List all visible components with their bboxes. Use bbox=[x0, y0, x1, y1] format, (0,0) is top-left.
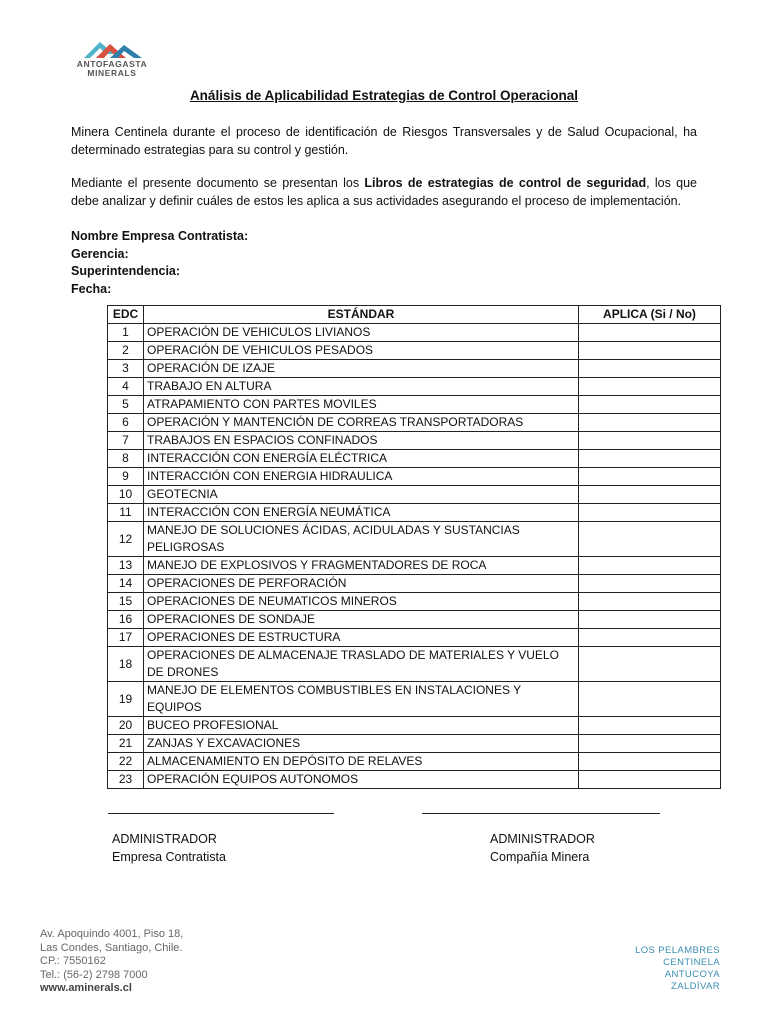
cell-edc: 7 bbox=[108, 432, 144, 450]
cell-edc: 18 bbox=[108, 647, 144, 682]
cell-estandar: GEOTECNIA bbox=[144, 486, 579, 504]
cell-aplica[interactable] bbox=[579, 593, 721, 611]
table-row bbox=[108, 468, 721, 486]
cell-estandar: OPERACIONES DE ESTRUCTURA bbox=[144, 629, 579, 647]
signature-line-right bbox=[422, 813, 660, 814]
brand-name bbox=[66, 60, 158, 78]
table-row bbox=[108, 450, 721, 468]
signature-left-role: ADMINISTRADOR bbox=[112, 832, 217, 846]
cell-estandar: ATRAPAMIENTO CON PARTES MOVILES bbox=[144, 396, 579, 414]
table-row bbox=[108, 342, 721, 360]
table-body bbox=[108, 324, 721, 789]
cell-edc: 1 bbox=[108, 324, 144, 342]
cell-aplica[interactable] bbox=[579, 575, 721, 593]
field-superintendencia[interactable]: Superintendencia: bbox=[71, 264, 181, 278]
cell-edc: 13 bbox=[108, 557, 144, 575]
field-fecha[interactable]: Fecha: bbox=[71, 281, 112, 296]
brand-line-1: ANTOFAGASTA bbox=[76, 59, 148, 69]
cell-edc: 16 bbox=[108, 611, 144, 629]
signature-right-role: ADMINISTRADOR bbox=[490, 832, 595, 846]
table-row bbox=[108, 557, 721, 575]
header-estandar: ESTÁNDAR bbox=[144, 306, 579, 324]
cell-estandar: OPERACIÓN EQUIPOS AUTONOMOS bbox=[144, 771, 579, 789]
footer-address bbox=[40, 928, 183, 996]
cell-estandar: INTERACCIÓN CON ENERGÍA NEUMÁTICA bbox=[144, 504, 579, 522]
header-edc: EDC bbox=[108, 306, 144, 324]
cell-edc: 22 bbox=[108, 753, 144, 771]
cell-edc: 3 bbox=[108, 360, 144, 378]
cell-edc: 19 bbox=[108, 682, 144, 717]
cell-aplica[interactable] bbox=[579, 522, 721, 557]
cell-aplica[interactable] bbox=[579, 414, 721, 432]
cell-aplica[interactable] bbox=[579, 557, 721, 575]
cell-estandar: INTERACCIÓN CON ENERGÍA ELÉCTRICA bbox=[144, 450, 579, 468]
cell-aplica[interactable] bbox=[579, 611, 721, 629]
cell-aplica[interactable] bbox=[579, 360, 721, 378]
table-row bbox=[108, 396, 721, 414]
cell-edc: 14 bbox=[108, 575, 144, 593]
cell-estandar: MANEJO DE EXPLOSIVOS Y FRAGMENTADORES DE ROCA bbox=[144, 557, 579, 575]
cell-edc: 8 bbox=[108, 450, 144, 468]
cell-edc: 6 bbox=[108, 414, 144, 432]
body-prefix: Mediante el presente documento se presentan los bbox=[71, 176, 365, 190]
cell-estandar: BUCEO PROFESIONAL bbox=[144, 717, 579, 735]
signature-line-left bbox=[108, 813, 334, 814]
document-title: Análisis de Aplicabilidad Estrategias de Control Operacional bbox=[189, 88, 579, 103]
cell-estandar: OPERACIÓN DE VEHICULOS PESADOS bbox=[144, 342, 579, 360]
footer-site-1: LOS PELAMBRES bbox=[635, 945, 720, 956]
table-row bbox=[108, 735, 721, 753]
body-paragraph bbox=[71, 175, 697, 210]
cell-aplica[interactable] bbox=[579, 468, 721, 486]
cell-estandar: ALMACENAMIENTO EN DEPÓSITO DE RELAVES bbox=[144, 753, 579, 771]
cell-aplica[interactable] bbox=[579, 647, 721, 682]
cell-aplica[interactable] bbox=[579, 753, 721, 771]
table-row bbox=[108, 432, 721, 450]
cell-aplica[interactable] bbox=[579, 629, 721, 647]
cell-edc: 4 bbox=[108, 378, 144, 396]
brand-line-2: MINERALS bbox=[87, 68, 137, 78]
cell-aplica[interactable] bbox=[579, 504, 721, 522]
cell-aplica[interactable] bbox=[579, 396, 721, 414]
table-row bbox=[108, 324, 721, 342]
field-gerencia[interactable]: Gerencia: bbox=[71, 246, 129, 261]
cell-aplica[interactable] bbox=[579, 450, 721, 468]
cell-estandar: OPERACIONES DE NEUMATICOS MINEROS bbox=[144, 593, 579, 611]
cell-estandar: TRABAJO EN ALTURA bbox=[144, 378, 579, 396]
table-row bbox=[108, 575, 721, 593]
table-row bbox=[108, 771, 721, 789]
cell-estandar: OPERACIONES DE ALMACENAJE TRASLADO DE MATERIALES Y VUELO DE DRONES bbox=[144, 647, 579, 682]
footer-address-line-1: Av. Apoquindo 4001, Piso 18, bbox=[40, 928, 184, 940]
table-row bbox=[108, 378, 721, 396]
cell-edc: 5 bbox=[108, 396, 144, 414]
footer-site-2: CENTINELA bbox=[663, 957, 720, 968]
cell-aplica[interactable] bbox=[579, 717, 721, 735]
footer-site-4: ZALDÍVAR bbox=[671, 981, 720, 992]
table-row bbox=[108, 682, 721, 717]
cell-estandar: INTERACCIÓN CON ENERGIA HIDRAULICA bbox=[144, 468, 579, 486]
table-row bbox=[108, 717, 721, 735]
table-header-row bbox=[108, 306, 721, 324]
cell-edc: 12 bbox=[108, 522, 144, 557]
footer-web-link[interactable]: www.aminerals.cl bbox=[40, 982, 132, 994]
field-empresa[interactable]: Nombre Empresa Contratista: bbox=[71, 229, 249, 243]
footer-site-3: ANTUCOYA bbox=[664, 969, 720, 980]
cell-aplica[interactable] bbox=[579, 432, 721, 450]
cell-edc: 10 bbox=[108, 486, 144, 504]
table-row bbox=[108, 611, 721, 629]
footer-address-line-2: Las Condes, Santiago, Chile. bbox=[40, 941, 183, 954]
cell-aplica[interactable] bbox=[579, 486, 721, 504]
cell-aplica[interactable] bbox=[579, 771, 721, 789]
cell-edc: 15 bbox=[108, 593, 144, 611]
body-bold: Libros de estrategias de control de seguridad bbox=[364, 176, 647, 190]
cell-edc: 21 bbox=[108, 735, 144, 753]
table-row bbox=[108, 647, 721, 682]
cell-aplica[interactable] bbox=[579, 735, 721, 753]
table-row bbox=[108, 753, 721, 771]
table-row bbox=[108, 593, 721, 611]
header-aplica: APLICA (Si / No) bbox=[579, 306, 721, 324]
signature-right-org: Compañía Minera bbox=[490, 850, 590, 864]
cell-aplica[interactable] bbox=[579, 324, 721, 342]
table-row bbox=[108, 629, 721, 647]
cell-edc: 2 bbox=[108, 342, 144, 360]
table-row bbox=[108, 486, 721, 504]
table-row bbox=[108, 522, 721, 557]
standards-table bbox=[107, 305, 721, 789]
body-suffix: , los que debe analizar y definir cuáles de estos les aplica a sus actividades asegurando el proceso de implementación. bbox=[71, 176, 697, 208]
table-row bbox=[108, 504, 721, 522]
cell-estandar: OPERACIONES DE SONDAJE bbox=[144, 611, 579, 629]
signature-left bbox=[112, 830, 226, 866]
cell-aplica[interactable] bbox=[579, 342, 721, 360]
cell-estandar: TRABAJOS EN ESPACIOS CONFINADOS bbox=[144, 432, 579, 450]
signature-right bbox=[490, 830, 595, 866]
footer-cp: CP.: 7550162 bbox=[40, 955, 106, 967]
cell-aplica[interactable] bbox=[579, 682, 721, 717]
cell-estandar: MANEJO DE ELEMENTOS COMBUSTIBLES EN INSTALACIONES Y EQUIPOS bbox=[144, 682, 579, 717]
intro-paragraph: Minera Centinela durante el proceso de identificación de Riesgos Transversales y de Salud Ocupacional, ha determinado estrategias para su control y gestión. bbox=[71, 125, 697, 157]
table-row bbox=[108, 360, 721, 378]
cell-estandar: OPERACIÓN DE IZAJE bbox=[144, 360, 579, 378]
form-fields bbox=[71, 228, 248, 298]
cell-edc: 17 bbox=[108, 629, 144, 647]
table-row bbox=[108, 414, 721, 432]
cell-estandar: MANEJO DE SOLUCIONES ÁCIDAS, ACIDULADAS Y SUSTANCIAS PELIGROSAS bbox=[144, 522, 579, 557]
cell-aplica[interactable] bbox=[579, 378, 721, 396]
signature-left-org: Empresa Contratista bbox=[112, 850, 226, 864]
footer-sites bbox=[635, 945, 720, 993]
cell-edc: 11 bbox=[108, 504, 144, 522]
cell-estandar: OPERACIÓN DE VEHICULOS LIVIANOS bbox=[144, 324, 579, 342]
cell-edc: 9 bbox=[108, 468, 144, 486]
cell-estandar: OPERACIONES DE PERFORACIÓN bbox=[144, 575, 579, 593]
cell-estandar: ZANJAS Y EXCAVACIONES bbox=[144, 735, 579, 753]
cell-estandar: OPERACIÓN Y MANTENCIÓN DE CORREAS TRANSPORTADORAS bbox=[144, 414, 579, 432]
footer-tel: Tel.: (56-2) 2798 7000 bbox=[40, 968, 148, 981]
cell-edc: 20 bbox=[108, 717, 144, 735]
cell-edc: 23 bbox=[108, 771, 144, 789]
